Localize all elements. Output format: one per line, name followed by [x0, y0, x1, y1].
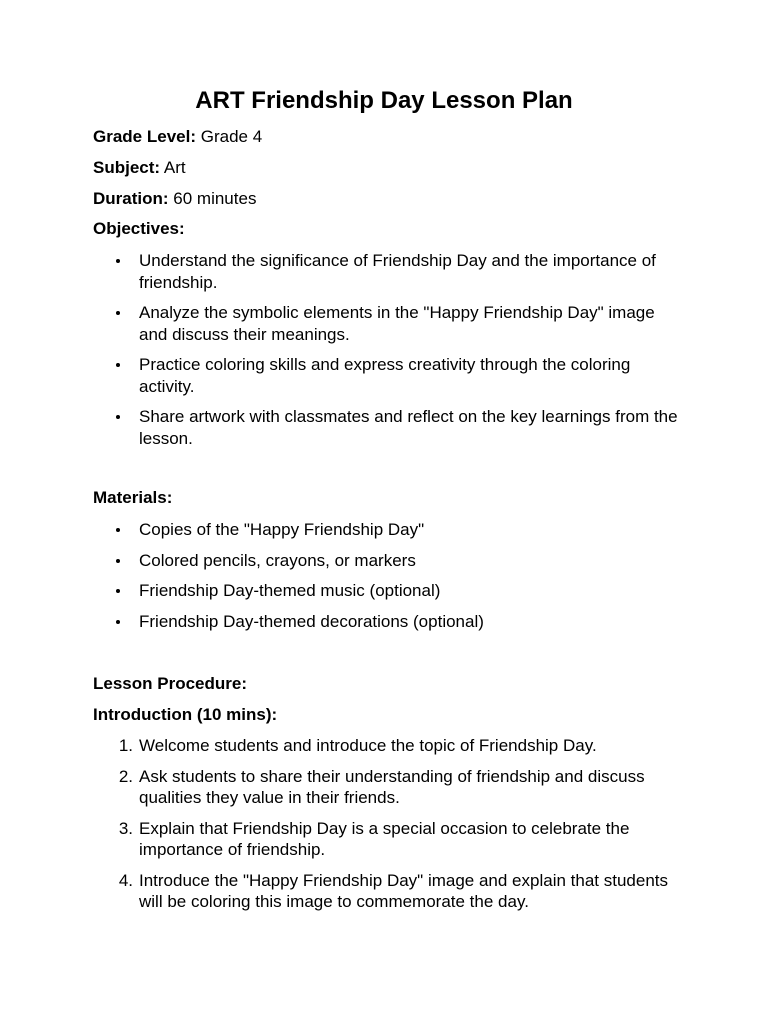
objective-text: Understand the significance of Friendship Day and the importance of friendship.: [139, 251, 656, 292]
introduction-step: [0, 766, 679, 809]
material-text: Colored pencils, crayons, or markers: [139, 550, 416, 570]
material-text: Friendship Day-themed decorations (optional): [139, 611, 484, 631]
material-item: [0, 611, 679, 633]
bullet-icon: [116, 311, 120, 315]
material-text: Friendship Day-themed music (optional): [139, 581, 441, 600]
grade-level-label: Grade Level:: [93, 127, 196, 146]
objective-text: Analyze the symbolic elements in the "Happy Friendship Day" image and discuss their meanings.: [139, 303, 655, 344]
introduction-step: [0, 870, 679, 913]
objective-item: [0, 354, 679, 397]
step-number: 3.: [118, 818, 133, 838]
bullet-icon: [116, 259, 120, 263]
material-text: Copies of the "Happy Friendship Day": [139, 520, 425, 539]
objective-item: [0, 406, 679, 449]
duration-field: [93, 188, 256, 210]
objectives-list: [0, 250, 768, 449]
step-text: Ask students to share their understanding of friendship and discuss qualities they value in their friends.: [139, 766, 645, 807]
step-number: 1.: [118, 736, 133, 755]
page-title: ART Friendship Day Lesson Plan: [195, 87, 573, 114]
subject-value: Art: [163, 158, 186, 177]
bullet-icon: [116, 363, 120, 367]
material-item: [0, 550, 679, 572]
bullet-icon: [116, 589, 120, 593]
bullet-icon: [116, 528, 120, 532]
step-text: Introduce the "Happy Friendship Day" image and explain that students will be coloring this image to commemorate the day.: [139, 870, 668, 911]
step-number: 4.: [118, 870, 133, 890]
bullet-icon: [116, 620, 120, 624]
objective-text: Share artwork with classmates and reflect on the key learnings from the lesson.: [139, 407, 678, 448]
subject-label: Subject:: [93, 158, 161, 177]
material-item: [0, 519, 679, 541]
introduction-steps-list: [0, 735, 768, 913]
objective-text: Practice coloring skills and express creativity through the coloring activity.: [139, 355, 631, 396]
step-number: 2.: [118, 766, 133, 786]
materials-list: [0, 519, 768, 632]
step-text: Explain that Friendship Day is a special occasion to celebrate the importance of friendship.: [139, 818, 630, 859]
bullet-icon: [116, 415, 120, 419]
grade-level-field: [93, 126, 262, 148]
duration-value: 60 minutes: [173, 189, 257, 208]
introduction-heading: Introduction (10 mins):: [93, 705, 278, 724]
objective-item: [0, 302, 679, 345]
materials-heading: Materials:: [93, 488, 173, 507]
lesson-procedure-heading: Lesson Procedure:: [93, 674, 247, 693]
duration-label: Duration:: [93, 189, 169, 208]
introduction-step: [0, 818, 679, 861]
subject-field: [93, 157, 186, 179]
objectives-heading: Objectives:: [93, 219, 185, 238]
step-text: Welcome students and introduce the topic of Friendship Day.: [139, 736, 597, 755]
material-item: [0, 580, 679, 602]
introduction-step: [0, 735, 679, 757]
objective-item: [0, 250, 679, 293]
bullet-icon: [116, 559, 120, 563]
grade-level-value: Grade 4: [200, 127, 263, 146]
